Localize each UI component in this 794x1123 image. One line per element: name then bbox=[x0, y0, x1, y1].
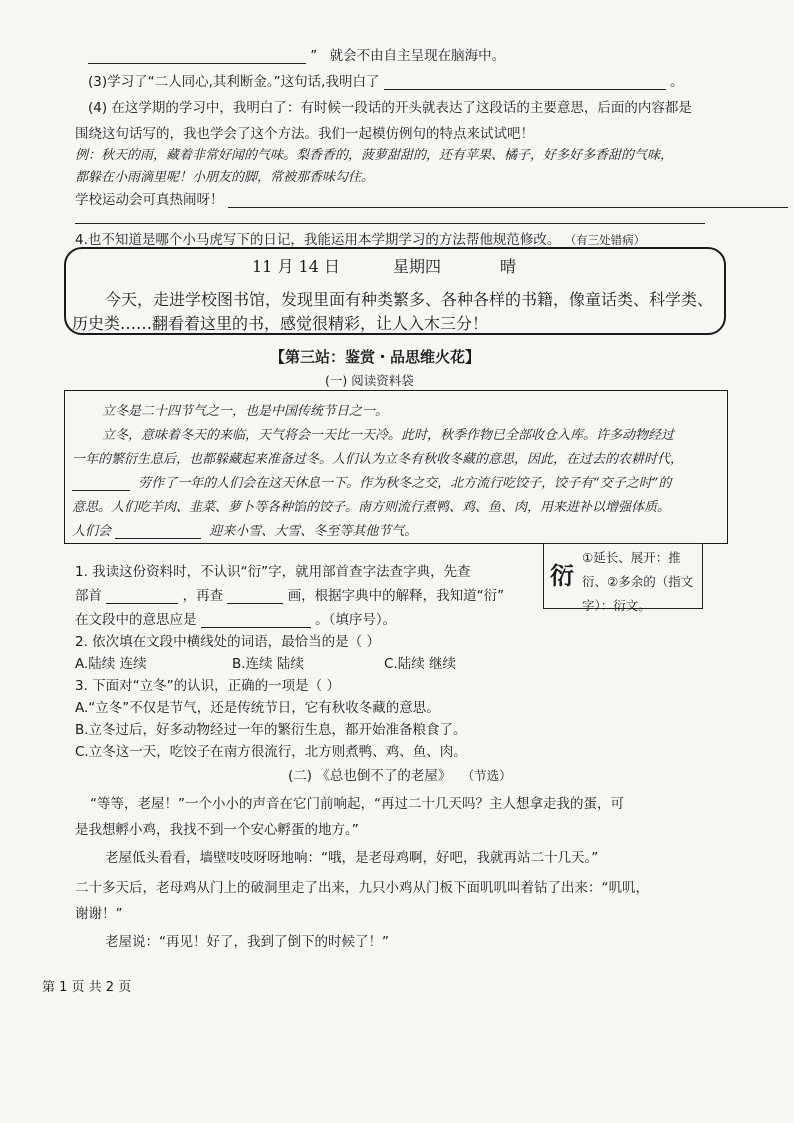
passage-line6: 人们会 迎来小雪、大雪、冬至等其他节气。 bbox=[72, 524, 418, 539]
top-line: ” 就会不由自主呈现在脑海中。 bbox=[88, 44, 505, 64]
q1-line2: 部首 ，再查 画，根据字典中的解释，我知道“衍” bbox=[75, 588, 505, 604]
diary-date: 11 月 14 日 bbox=[252, 257, 340, 276]
passage-line1: 立冬是二十四节气之一，也是中国传统节日之一。 bbox=[102, 404, 389, 419]
example-line2: 都躲在小雨滴里呢！小朋友的脚，常被那香味勾住。 bbox=[75, 170, 375, 185]
diary-instruction: 4.也不知道是哪个小马虎写下的日记，我能运用本学期学习的方法帮他规范修改。 （有三处错病） bbox=[75, 232, 646, 248]
passage-blank-1[interactable] bbox=[72, 490, 130, 491]
q3-option-c[interactable]: C.立冬这一天，吃饺子在南方很流行，北方则煮鸭、鸡、鱼、肉。 bbox=[75, 744, 467, 760]
diary-line2: 历史类……翻看着这里的书，感觉很精彩，让人入木三分！ bbox=[72, 314, 489, 333]
reading-material-title: (一) 阅读资料袋 bbox=[325, 373, 414, 388]
q2-option-c[interactable]: C.陆续 继续 bbox=[384, 656, 457, 672]
passage-two-p4: 老屋说：“再见！好了，我到了倒下的时候了！” bbox=[105, 934, 389, 950]
diary-weekday: 星期四 bbox=[393, 257, 442, 276]
answer-blank[interactable] bbox=[88, 63, 306, 64]
question-4-line2: 围绕这句话写的，我也学会了这个方法。我们一起模仿例句的特点来试试吧！ bbox=[75, 126, 534, 142]
example-line1: 例：秋天的雨，藏着非常好闻的气味。梨香香的，菠萝甜甜的，还有苹果、橘子，好多好多香甜的气味， bbox=[75, 148, 674, 163]
passage-line4: 劳作了一年的人们会在这天休息一下。作为秋冬之交，北方流行吃饺子，饺子有“交子之时”的 bbox=[72, 472, 671, 491]
dictionary-character: 衍 bbox=[550, 562, 574, 590]
passage-two-title: (二) 《总也倒不了的老屋》 （节选） bbox=[288, 768, 512, 784]
passage-blank-2[interactable] bbox=[115, 538, 201, 539]
radical-blank[interactable] bbox=[106, 603, 178, 604]
q2-option-b[interactable]: B.连续 陆续 bbox=[232, 656, 304, 672]
passage-two-p3b: 谢谢！” bbox=[75, 906, 123, 922]
passage-line3: 一年的繁衍生息后，也都躲藏起来准备过冬。人们认为立冬有秋收冬藏的意思，因此，在过去的农耕时代， bbox=[72, 452, 684, 467]
passage-two-p2: 老屋低头看看，墙壁吱吱呀呀地响：“哦，是老母鸡啊，好吧，我就再站二十几天。” bbox=[105, 850, 599, 866]
meaning-blank[interactable] bbox=[201, 627, 311, 628]
q3-option-a[interactable]: A.“立冬”不仅是节气，还是传统节日，它有秋收冬藏的意思。 bbox=[75, 700, 440, 716]
passage-two-p1a: “等等，老屋！”一个小小的声音在它门前响起，“再过二十几天吗？主人想拿走我的蛋，可 bbox=[90, 796, 624, 812]
answer-blank[interactable] bbox=[384, 89, 666, 90]
diary-weather: 晴 bbox=[500, 257, 517, 276]
practice-prompt: 学校运动会可真热闹呀！ bbox=[75, 188, 788, 208]
section-three-title: 【第三站：鉴赏・品思维火花】 bbox=[270, 348, 481, 366]
dictionary-definition: ①延长、展开：推衍、②多余的（指文字）：衍文。 bbox=[582, 550, 694, 613]
strokes-blank[interactable] bbox=[227, 603, 283, 604]
q2-option-a[interactable]: A.陆续 连续 bbox=[75, 656, 147, 672]
q2-stem: 2. 依次填在文段中横线处的词语，最恰当的是（ ） bbox=[75, 634, 380, 650]
passage-line5: 意思。人们吃羊肉、韭菜、萝卜等各种馅的饺子。南方则流行煮鸭、鸡、鱼、肉，用来进补以增强体质。 bbox=[72, 500, 671, 515]
passage-line2: 立冬，意味着冬天的来临，天气将会一天比一天冷。此时，秋季作物已全部收仓入库。许多动物经过 bbox=[102, 428, 675, 443]
q3-stem: 3. 下面对“立冬”的认识，正确的一项是（ ） bbox=[75, 678, 340, 694]
passage-two-p3a: 二十多天后，老母鸡从门上的破洞里走了出来，九只小鸡从门板下面叽叽叫着钻了出来：“叽叽， bbox=[75, 880, 649, 896]
page-number: 第 1 页 共 2 页 bbox=[42, 980, 132, 995]
question-4-line1: (4) 在这学期的学习中，我明白了：有时候一段话的开头就表达了这段话的主要意思，后面的内容都是 bbox=[88, 100, 692, 116]
question-3-line: (3)学习了“二人同心,其利断金。”这句话,我明白了 。 bbox=[88, 74, 684, 90]
q1-line3: 在文段中的意思应是 。（填序号）。 bbox=[75, 612, 397, 628]
passage-two-p1b: 是我想孵小鸡，我找不到一个安心孵蛋的地方。” bbox=[75, 822, 359, 838]
answer-line[interactable] bbox=[75, 208, 705, 224]
q1-line1: 1. 我读这份资料时，不认识“衍”字，就用部首查字法查字典，先查 bbox=[75, 564, 471, 580]
q3-option-b[interactable]: B.立冬过后，好多动物经过一年的繁衍生息，都开始准备粮食了。 bbox=[75, 722, 467, 738]
diary-line1: 今天，走进学校图书馆，发现里面有种类繁多、各种各样的书籍，像童话类、科学类、 bbox=[105, 290, 714, 309]
